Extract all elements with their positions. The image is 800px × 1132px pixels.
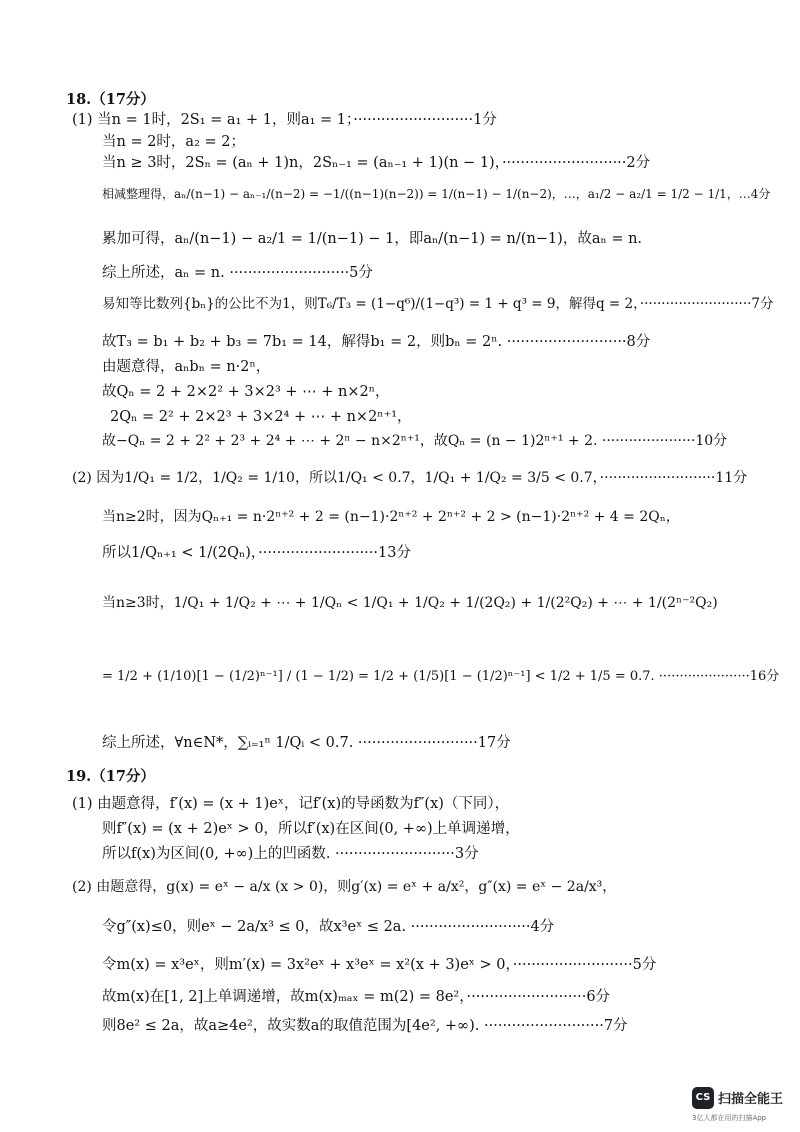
q18-line: 由题意得，aₙbₙ = n·2ⁿ， [102, 359, 271, 375]
q18-line: 2Qₙ = 2² + 2×2³ + 3×2⁴ + ⋯ + n×2ⁿ⁺¹， [110, 409, 412, 425]
q19-heading: 19.（17分） [66, 768, 155, 785]
q18-line: 累加可得，aₙ/(n−1) − a₂/1 = 1/(n−1) − 1，即aₙ/(n−1) = n/(n−1)，故aₙ = n. [102, 231, 643, 247]
q18-line: 所以1/Qₙ₊₁ < 1/(2Qₙ)，··························13分 [102, 545, 411, 561]
q19-line: 故m(x)在[1, 2]上单调递增，故m(x)ₘₐₓ = m(2) = 8e²，··························6分 [102, 989, 611, 1005]
q18-line: 故Qₙ = 2 + 2×2² + 3×2³ + ⋯ + n×2ⁿ， [102, 384, 390, 400]
q18-line: 当n = 2时，a₂ = 2； [102, 134, 245, 150]
q19-line: 则f″(x) = (x + 2)eˣ > 0，所以f′(x)在区间(0, +∞)上单调递增， [102, 821, 520, 837]
q18-line: 综上所述，aₙ = n. ··························5分 [102, 265, 373, 281]
q18-line: 当n ≥ 3时，2Sₙ = (aₙ + 1)n，2Sₙ₋₁ = (aₙ₋₁ + 1)(n − 1)，···························2分 [102, 155, 651, 171]
q19-line: 令m(x) = x³eˣ，则m′(x) = 3x²eˣ + x³eˣ = x²(x + 3)eˣ > 0，··························5分 [102, 957, 657, 973]
watermark-tagline: 3亿人都在用的扫描App [692, 1114, 767, 1122]
q18-line: (2) 因为1/Q₁ = 1/2，1/Q₂ = 1/10，所以1/Q₁ < 0.7，1/Q₁ + 1/Q₂ = 3/5 < 0.7，··························11分 [72, 470, 748, 486]
q18-line: 综上所述，∀n∈N*，∑ᵢ₌₁ⁿ 1/Qᵢ < 0.7. ··························17分 [102, 735, 511, 751]
q18-line: 故−Qₙ = 2 + 2² + 2³ + 2⁴ + ⋯ + 2ⁿ − n×2ⁿ⁺¹，故Qₙ = (n − 1)2ⁿ⁺¹ + 2. ·····················10分 [102, 433, 728, 449]
q19-line: 令g″(x)≤0，则eˣ − 2a/x³ ≤ 0，故x³eˣ ≤ 2a. ··························4分 [102, 919, 555, 935]
q18-line: 易知等比数列{bₙ}的公比不为1，则T₆/T₃ = (1−q⁶)/(1−q³) = 1 + q³ = 9，解得q = 2，··························7分 [102, 296, 774, 312]
q18-line: 当n≥3时，1/Q₁ + 1/Q₂ + ⋯ + 1/Qₙ < 1/Q₁ + 1/Q₂ + 1/(2Q₂) + 1/(2²Q₂) + ⋯ + 1/(2ⁿ⁻²Q₂) [102, 595, 718, 611]
q19-line: (2) 由题意得，g(x) = eˣ − a/x (x > 0)，则g′(x) = eˣ + a/x²，g″(x) = eˣ − 2a/x³， [72, 879, 617, 895]
q19-line: (1) 由题意得，f′(x) = (x + 1)eˣ，记f′(x)的导函数为f″(x)（下同）， [72, 796, 510, 812]
q18-line: = 1/2 + (1/10)[1 − (1/2)ⁿ⁻¹] / (1 − 1/2) = 1/2 + (1/5)[1 − (1/2)ⁿ⁻¹] < 1/2 + 1/5 = 0.7. ······················16分 [102, 669, 780, 684]
q18-line: 当n≥2时，因为Qₙ₊₁ = n·2ⁿ⁺² + 2 = (n−1)·2ⁿ⁺² + 2ⁿ⁺² + 2 > (n−1)·2ⁿ⁺² + 4 = 2Qₙ， [102, 509, 680, 525]
q19-line: 所以f(x)为区间(0, +∞)上的凹函数. ··························3分 [102, 846, 479, 862]
q18-line: 故T₃ = b₁ + b₂ + b₃ = 7b₁ = 14，解得b₁ = 2，则bₙ = 2ⁿ. ··························8分 [102, 334, 651, 350]
scanner-watermark [692, 1085, 792, 1125]
camscanner-logo-icon: CS [692, 1087, 714, 1109]
q18-line: (1) 当n = 1时，2S₁ = a₁ + 1，则a₁ = 1；··························1分 [72, 112, 497, 128]
q19-line: 则8e² ≤ 2a，故a≥4e²，故实数a的取值范围为[4e², +∞). ··························7分 [102, 1018, 628, 1034]
q18-line: 相减整理得，aₙ/(n−1) − aₙ₋₁/(n−2) = −1/((n−1)(n−2)) = 1/(n−1) − 1/(n−2)，…，a₁/2 − a₂/1 = 1/2 − 1/1，…4分 [102, 187, 771, 201]
watermark-name: 扫描全能王 [718, 1092, 784, 1107]
q18-heading: 18.（17分） [66, 91, 155, 108]
